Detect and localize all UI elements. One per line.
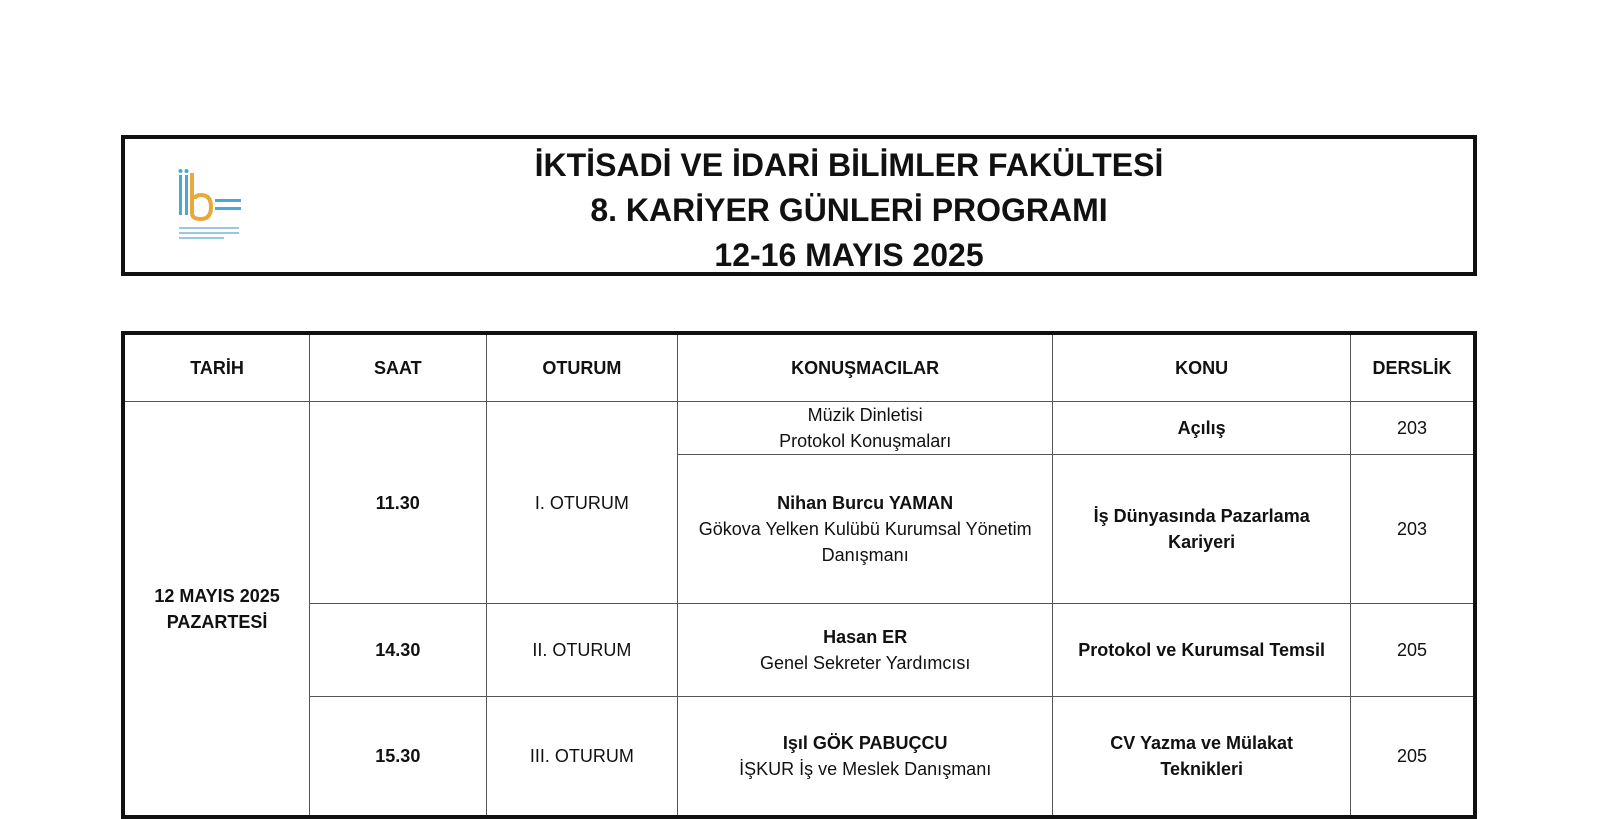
faculty-title: İKTİSADİ VE İDARİ BİLİMLER FAKÜLTESİ bbox=[534, 147, 1164, 183]
session-cell: II. OTURUM bbox=[486, 604, 678, 697]
topic-cell bbox=[1053, 455, 1351, 604]
speaker-text: Protokol Konuşmaları bbox=[779, 431, 952, 451]
column-header-session: OTURUM bbox=[486, 333, 678, 402]
speaker-name: Nihan Burcu YAMAN bbox=[777, 493, 954, 513]
weekday-text: PAZARTESİ bbox=[166, 611, 268, 632]
column-header-speakers: KONUŞMACILAR bbox=[678, 333, 1053, 402]
speaker-title: Gökova Yelken Kulübü Kurumsal Yönetim bbox=[698, 519, 1032, 539]
program-header bbox=[121, 135, 1477, 276]
column-header-date: TARİH bbox=[123, 333, 310, 402]
topic-cell: Protokol ve Kurumsal Temsil bbox=[1053, 604, 1351, 697]
time-cell: 11.30 bbox=[310, 402, 487, 604]
speaker-cell bbox=[678, 697, 1053, 818]
table-row bbox=[123, 604, 1475, 697]
date-text: 12 MAYIS 2025 bbox=[154, 585, 280, 606]
schedule-table bbox=[121, 331, 1477, 819]
speaker-title: İŞKUR İş ve Meslek Danışmanı bbox=[739, 759, 992, 779]
column-header-room: DERSLİK bbox=[1351, 333, 1475, 402]
speaker-cell bbox=[678, 604, 1053, 697]
room-cell: 205 bbox=[1351, 697, 1475, 818]
speaker-title: Genel Sekreter Yardımcısı bbox=[759, 653, 971, 673]
speaker-text: Müzik Dinletisi bbox=[807, 405, 923, 425]
program-name: 8. KARİYER GÜNLERİ PROGRAMI bbox=[590, 192, 1108, 228]
speaker-title: Danışmanı bbox=[821, 545, 909, 565]
table-header-row bbox=[123, 333, 1475, 402]
session-cell: III. OTURUM bbox=[486, 697, 678, 818]
topic-text: İş Dünyasında Pazarlama bbox=[1093, 506, 1310, 526]
time-cell: 14.30 bbox=[310, 604, 487, 697]
topic-text: CV Yazma ve Mülakat bbox=[1110, 733, 1294, 753]
program-dates: 12-16 MAYIS 2025 bbox=[714, 237, 984, 273]
speaker-name: Işıl GÖK PABUÇCU bbox=[782, 733, 948, 753]
program-title bbox=[125, 143, 1473, 278]
topic-text: Kariyeri bbox=[1168, 532, 1236, 552]
table-row bbox=[123, 697, 1475, 818]
speaker-cell bbox=[678, 455, 1053, 604]
table-row bbox=[123, 402, 1475, 455]
date-cell bbox=[123, 402, 310, 818]
column-header-topic: KONU bbox=[1053, 333, 1351, 402]
room-cell: 205 bbox=[1351, 604, 1475, 697]
topic-text: Teknikleri bbox=[1160, 759, 1244, 779]
time-cell: 15.30 bbox=[310, 697, 487, 818]
topic-cell: Açılış bbox=[1053, 402, 1351, 455]
session-cell: I. OTURUM bbox=[486, 402, 678, 604]
topic-cell bbox=[1053, 697, 1351, 818]
room-cell: 203 bbox=[1351, 455, 1475, 604]
speaker-cell bbox=[678, 402, 1053, 455]
room-cell: 203 bbox=[1351, 402, 1475, 455]
speaker-name: Hasan ER bbox=[823, 627, 908, 647]
column-header-time: SAAT bbox=[310, 333, 487, 402]
